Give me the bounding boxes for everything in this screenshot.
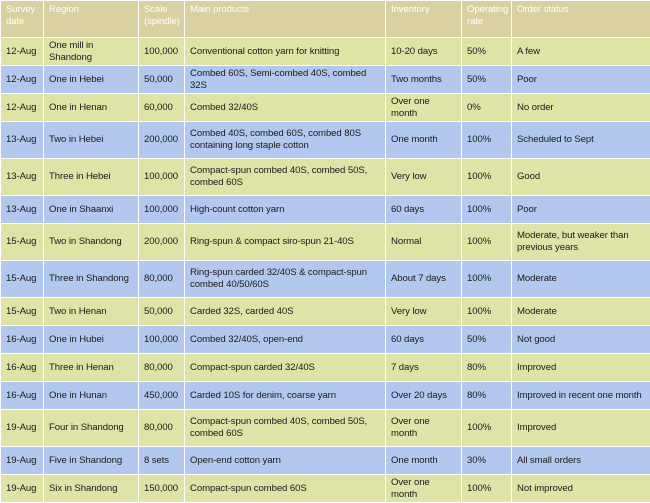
table-body (1, 38, 650, 503)
cell-order-status: Good (512, 159, 650, 196)
header-operating-rate: Operating rate (462, 1, 512, 38)
table-header (1, 1, 650, 38)
cell-region: Six in Shandong (44, 475, 139, 503)
cell-survey-date: 16-Aug (1, 326, 44, 354)
cell-main-products: Compact-spun combed 40S, combed 50S, combed 60S (185, 410, 386, 447)
cell-inventory: One month (386, 122, 462, 159)
cell-main-products: Carded 10S for denim, coarse yarn (185, 382, 386, 410)
cell-scale: 450,000 (139, 382, 185, 410)
cell-inventory: Over one month (386, 410, 462, 447)
table-row (1, 224, 650, 261)
cell-operating-rate: 100% (462, 298, 512, 326)
cell-survey-date: 19-Aug (1, 410, 44, 447)
cell-operating-rate: 80% (462, 382, 512, 410)
cell-operating-rate: 100% (462, 196, 512, 224)
cell-survey-date: 12-Aug (1, 38, 44, 66)
cell-inventory: Over one month (386, 94, 462, 122)
cell-region: Five in Shandong (44, 447, 139, 475)
cell-scale: 8 sets (139, 447, 185, 475)
cell-survey-date: 19-Aug (1, 475, 44, 503)
cell-region: One in Shaanxi (44, 196, 139, 224)
cell-scale: 80,000 (139, 410, 185, 447)
cell-operating-rate: 30% (462, 447, 512, 475)
cell-main-products: Open-end cotton yarn (185, 447, 386, 475)
cell-region: One in Hubei (44, 326, 139, 354)
cell-operating-rate: 100% (462, 410, 512, 447)
cell-operating-rate: 50% (462, 38, 512, 66)
cell-main-products: Combed 32/40S (185, 94, 386, 122)
cell-main-products: Combed 32/40S, open-end (185, 326, 386, 354)
cell-survey-date: 15-Aug (1, 298, 44, 326)
table-row (1, 159, 650, 196)
cell-inventory: Over one month (386, 475, 462, 503)
table-row (1, 410, 650, 447)
cell-region: Two in Henan (44, 298, 139, 326)
cell-survey-date: 12-Aug (1, 94, 44, 122)
cell-operating-rate: 0% (462, 94, 512, 122)
cell-operating-rate: 100% (462, 261, 512, 298)
cell-main-products: Compact-spun combed 60S (185, 475, 386, 503)
cell-main-products: High-count cotton yarn (185, 196, 386, 224)
cell-main-products: Compact-spun carded 32/40S (185, 354, 386, 382)
cell-region: Two in Shandong (44, 224, 139, 261)
cell-operating-rate: 100% (462, 122, 512, 159)
header-region: Region (44, 1, 139, 38)
cell-region: One in Hunan (44, 382, 139, 410)
cell-survey-date: 19-Aug (1, 447, 44, 475)
cell-scale: 200,000 (139, 122, 185, 159)
cell-order-status: No order (512, 94, 650, 122)
table-row (1, 447, 650, 475)
header-scale: Scale (spindle) (139, 1, 185, 38)
cell-scale: 100,000 (139, 326, 185, 354)
table-row (1, 261, 650, 298)
cell-scale: 60,000 (139, 94, 185, 122)
cell-survey-date: 12-Aug (1, 66, 44, 94)
cell-inventory: Two months (386, 66, 462, 94)
table-row (1, 196, 650, 224)
cell-region: Three in Henan (44, 354, 139, 382)
cell-scale: 200,000 (139, 224, 185, 261)
cell-main-products: Compact-spun combed 40S, combed 50S, combed 60S (185, 159, 386, 196)
cell-inventory: One month (386, 447, 462, 475)
cell-order-status: Improved in recent one month (512, 382, 650, 410)
cell-region: One mill in Shandong (44, 38, 139, 66)
cell-scale: 100,000 (139, 196, 185, 224)
cell-scale: 50,000 (139, 298, 185, 326)
cell-main-products: Ring-spun carded 32/40S & compact-spun combed 40/50/60S (185, 261, 386, 298)
cell-order-status: All small orders (512, 447, 650, 475)
cell-order-status: Poor (512, 66, 650, 94)
cell-survey-date: 16-Aug (1, 354, 44, 382)
cell-scale: 100,000 (139, 38, 185, 66)
cell-operating-rate: 80% (462, 354, 512, 382)
cell-inventory: 60 days (386, 196, 462, 224)
cell-scale: 150,000 (139, 475, 185, 503)
table-row (1, 94, 650, 122)
table-row (1, 38, 650, 66)
table-row (1, 326, 650, 354)
cell-order-status: Moderate, but weaker than previous years (512, 224, 650, 261)
cell-operating-rate: 100% (462, 224, 512, 261)
cell-survey-date: 13-Aug (1, 122, 44, 159)
cell-survey-date: 13-Aug (1, 196, 44, 224)
header-inventory: Inventory (386, 1, 462, 38)
cell-region: Four in Shandong (44, 410, 139, 447)
cell-main-products: Carded 32S, carded 40S (185, 298, 386, 326)
table-row (1, 354, 650, 382)
table-row (1, 298, 650, 326)
cell-main-products: Ring-spun & compact siro-spun 21-40S (185, 224, 386, 261)
cell-operating-rate: 50% (462, 66, 512, 94)
cell-order-status: Improved (512, 410, 650, 447)
cell-inventory: Very low (386, 159, 462, 196)
cell-operating-rate: 100% (462, 159, 512, 196)
cell-inventory: 7 days (386, 354, 462, 382)
cell-order-status: Not improved (512, 475, 650, 503)
cell-inventory: 10-20 days (386, 38, 462, 66)
header-survey-date: Survey date (1, 1, 44, 38)
cell-main-products: Combed 60S, Semi-combed 40S, combed 32S (185, 66, 386, 94)
header-row (1, 1, 650, 38)
cell-inventory: Normal (386, 224, 462, 261)
cell-survey-date: 13-Aug (1, 159, 44, 196)
cell-order-status: Moderate (512, 261, 650, 298)
cell-region: One in Henan (44, 94, 139, 122)
cell-order-status: Improved (512, 354, 650, 382)
cell-order-status: A few (512, 38, 650, 66)
table-row (1, 66, 650, 94)
cell-operating-rate: 100% (462, 475, 512, 503)
cell-order-status: Moderate (512, 298, 650, 326)
cell-region: Two in Hebei (44, 122, 139, 159)
header-order-status: Order status (512, 1, 650, 38)
header-main-products: Main products (185, 1, 386, 38)
cell-survey-date: 15-Aug (1, 224, 44, 261)
cell-scale: 80,000 (139, 354, 185, 382)
cell-order-status: Not good (512, 326, 650, 354)
cell-region: One in Hebei (44, 66, 139, 94)
cell-inventory: 60 days (386, 326, 462, 354)
cell-inventory: Very low (386, 298, 462, 326)
cell-order-status: Poor (512, 196, 650, 224)
cell-inventory: Over 20 days (386, 382, 462, 410)
cell-main-products: Conventional cotton yarn for knitting (185, 38, 386, 66)
cell-scale: 100,000 (139, 159, 185, 196)
cell-scale: 50,000 (139, 66, 185, 94)
table-row (1, 382, 650, 410)
cell-survey-date: 15-Aug (1, 261, 44, 298)
table-row (1, 475, 650, 503)
cell-order-status: Scheduled to Sept (512, 122, 650, 159)
cell-scale: 80,000 (139, 261, 185, 298)
cell-inventory: About 7 days (386, 261, 462, 298)
cell-survey-date: 16-Aug (1, 382, 44, 410)
cell-region: Three in Hebei (44, 159, 139, 196)
cell-region: Three in Shandong (44, 261, 139, 298)
cell-operating-rate: 50% (462, 326, 512, 354)
table-row (1, 122, 650, 159)
cell-main-products: Combed 40S, combed 60S, combed 80S containing long staple cotton (185, 122, 386, 159)
